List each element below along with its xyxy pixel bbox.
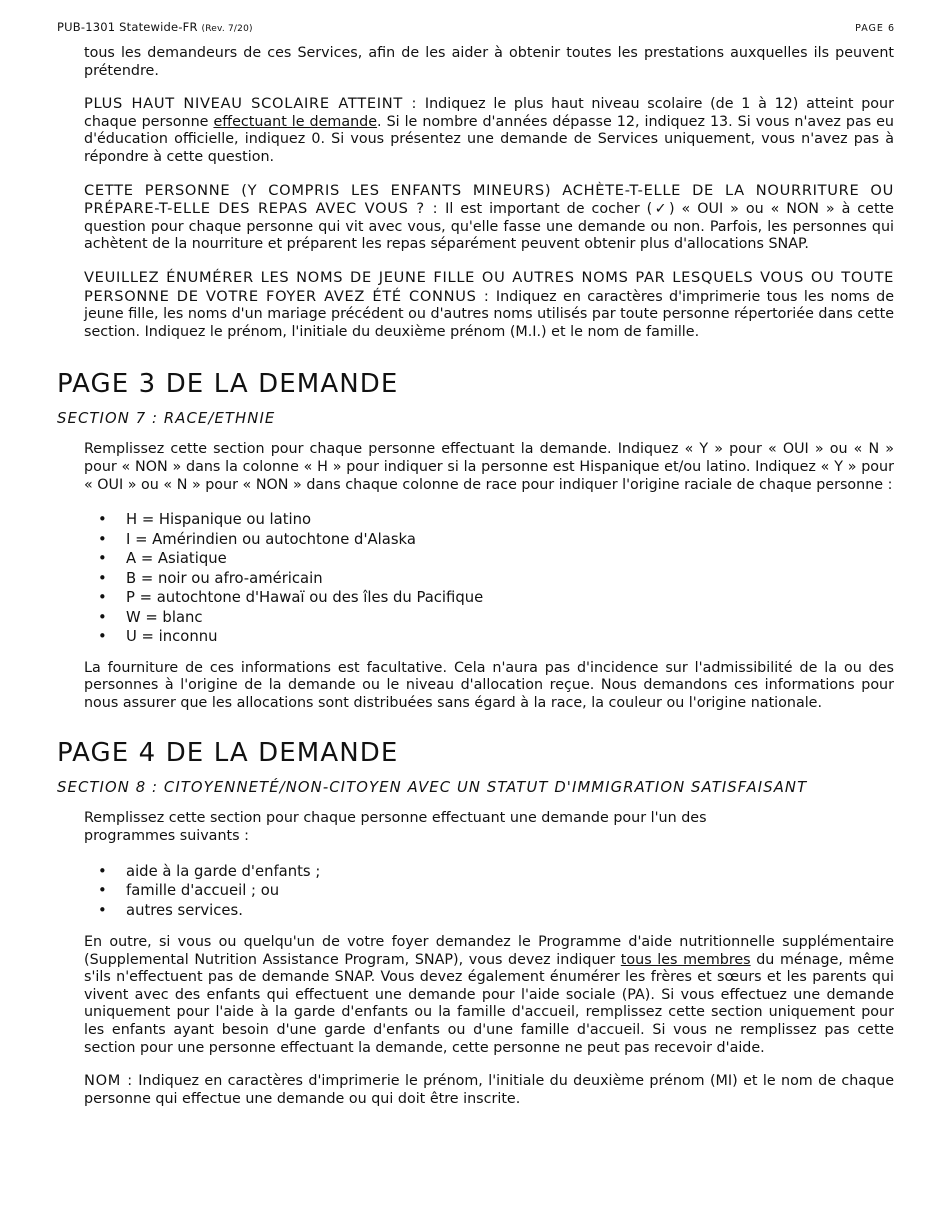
food-label: CETTE PERSONNE (Y COMPRIS LES ENFANTS MINEURS) ACHÈTE-T-ELLE DE LA NOURRITURE OU PRÉPARE-T-ELLE DES REPAS AVEC VOUS ? : bbox=[84, 181, 894, 218]
snap-paragraph bbox=[84, 934, 894, 1057]
section8-intro-line2: programmes suivants : bbox=[84, 827, 249, 844]
snap-text-end: du ménage, même s'ils n'effectuent pas de demande SNAP. Vous devez également énumérer les frères et sœurs et les parents qui vivent avec des enfants qui effectuent une demande pour l'aide sociale (PA). Si vous effectuez une demande uniquement pour l'aide à la garde d'enfants ou la famille d'accueil, remplissez cette section uniquement pour les enfants ayant besoin d'une garde d'enfants ou d'une famille d'accueil. Si vous ne remplissez pas cette section pour une personne effectuant la demande, cette personne ne peut pas recevoir d'aide. bbox=[84, 951, 894, 1056]
list-item: • aide à la garde d'enfants ; bbox=[84, 862, 894, 882]
nom-paragraph bbox=[84, 1072, 894, 1108]
section7-heading: SECTION 7 : RACE/ETHNIE bbox=[57, 410, 276, 428]
list-item: • W = blanc bbox=[84, 608, 894, 628]
program-list bbox=[84, 862, 894, 921]
section8-body bbox=[84, 810, 894, 1108]
list-item: • I = Amérindien ou autochtone d'Alaska bbox=[84, 530, 894, 550]
page-header bbox=[57, 20, 895, 34]
school-level-label: PLUS HAUT NIVEAU SCOLAIRE ATTEINT : bbox=[84, 95, 418, 113]
food-text: Il est important de cocher (✓) « OUI » ou « NON » à cette question pour chaque personne qui vit avec vous, qu'elle fasse une demande ou non. Parfois, les personnes qui achètent de la nourriture et préparent les repas séparément peuvent obtenir plus d'allocations SNAP. bbox=[84, 201, 894, 253]
school-level-text-end: . Si le nombre d'années dépasse 12, indiquez 13. Si vous n'avez pas eu d'éducation officielle, indiquez 0. Si vous présentez une demande de Services uniquement, vous n'avez pas à répondre à cette question. bbox=[84, 113, 894, 165]
list-item: • U = inconnu bbox=[84, 627, 894, 647]
form-id bbox=[57, 20, 253, 34]
form-number: PUB-1301 Statewide-FR bbox=[57, 20, 198, 34]
nom-text: Indiquez en caractères d'imprimerie le prénom, l'initiale du deuxième prénom (MI) et le nom de chaque personne qui effectue une demande ou qui doit être inscrite. bbox=[84, 1073, 894, 1107]
snap-underline: tous les membres bbox=[620, 951, 751, 968]
section7-body bbox=[84, 441, 894, 712]
school-level-underline: effectuant le demande bbox=[213, 113, 378, 130]
section7-intro: Remplissez cette section pour chaque personne effectuant la demande. Indiquez « Y » pour « OUI » ou « N » pour « NON » dans la colonne « H » pour indiquer si la personne est Hispanique et/ou latino. Indiquez « Y » pour « OUI » ou « N » pour « NON » dans chaque colonne de race pour indiquer l'origine raciale de chaque personne : bbox=[84, 441, 894, 493]
page-number: PAGE 6 bbox=[855, 23, 895, 34]
list-item: • A = Asiatique bbox=[84, 549, 894, 569]
list-item: • autres services. bbox=[84, 901, 894, 921]
section8-intro-line1: Remplissez cette section pour chaque personne effectuant une demande pour l'un des bbox=[84, 810, 707, 827]
page4-heading: PAGE 4 DE LA DEMANDE bbox=[57, 738, 399, 769]
other-names-text: Indiquez en caractères d'imprimerie tous les noms de jeune fille, les noms d'un mariage précédent ou d'autres noms utilisés par toute personne répertoriée dans cette section. Indiquez le prénom, l'initiale du deuxième prénom (M.I.) et le nom de famille. bbox=[84, 288, 894, 340]
snap-text: En outre, si vous ou quelqu'un de votre foyer demandez le Programme d'aide nutritionnelle supplémentaire (Supplemental Nutrition Assistance Program, SNAP), vous devez indiquer bbox=[84, 934, 894, 968]
other-names-paragraph bbox=[84, 269, 894, 341]
other-names-label: VEUILLEZ ÉNUMÉRER LES NOMS DE JEUNE FILLE OU AUTRES NOMS PAR LESQUELS VOUS OU TOUTE PERSONNE DE VOTRE FOYER AVEZ ÉTÉ CONNUS : bbox=[84, 268, 894, 305]
section7-note: La fourniture de ces informations est facultative. Cela n'aura pas d'incidence sur l'admissibilité de la ou des personnes à l'origine de la demande ou le niveau d'allocation reçue. Nous demandons ces informations pour nous assurer que les allocations sont distribuées sans égard à la race, la couleur ou l'origine nationale. bbox=[84, 659, 894, 711]
list-item: • famille d'accueil ; ou bbox=[84, 881, 894, 901]
page-content bbox=[57, 45, 894, 1108]
section8-heading: SECTION 8 : CITOYENNETÉ/NON-CITOYEN AVEC UN STATUT D'IMMIGRATION SATISFAISANT bbox=[57, 779, 808, 797]
list-item: • B = noir ou afro-américain bbox=[84, 569, 894, 589]
list-item: • P = autochtone d'Hawaï ou des îles du Pacifique bbox=[84, 588, 894, 608]
revision-date: (Rev. 7/20) bbox=[201, 24, 253, 34]
school-level-paragraph bbox=[84, 95, 894, 166]
page3-heading: PAGE 3 DE LA DEMANDE bbox=[57, 369, 399, 400]
page2-instructions bbox=[84, 45, 894, 341]
food-paragraph bbox=[84, 182, 894, 254]
nom-label: NOM : bbox=[84, 1072, 133, 1090]
section8-intro bbox=[84, 810, 894, 845]
school-level-text: Indiquez le plus haut niveau scolaire (de 1 à 12) atteint pour chaque personne bbox=[84, 96, 894, 130]
intro-continuation: tous les demandeurs de ces Services, afin de les aider à obtenir toutes les prestations auxquelles ils peuvent prétendre. bbox=[84, 45, 894, 79]
race-code-list bbox=[84, 510, 894, 647]
list-item: • H = Hispanique ou latino bbox=[84, 510, 894, 530]
